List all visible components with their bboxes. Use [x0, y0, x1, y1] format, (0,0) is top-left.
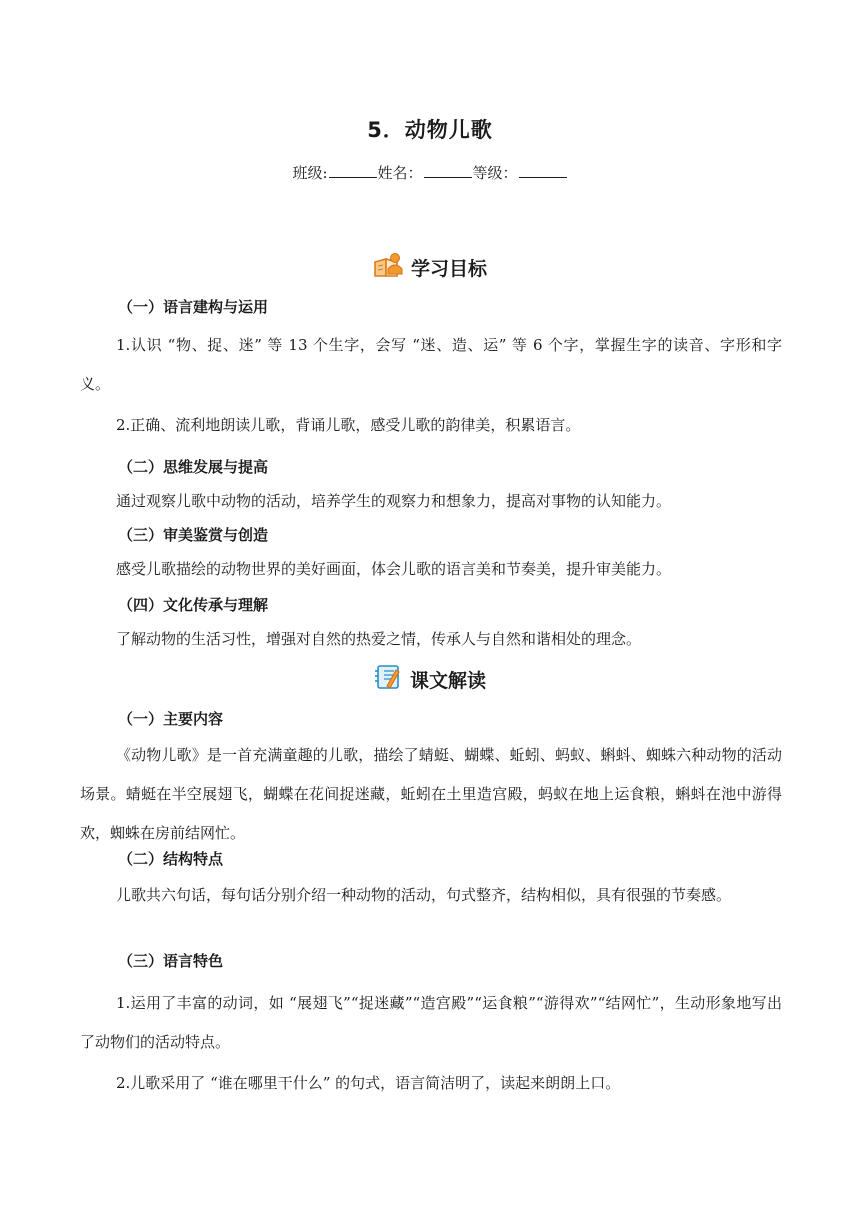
- reading-subheading-3: （三）语言特色: [118, 952, 224, 970]
- goals-subheading-3: （三）审美鉴赏与创造: [118, 526, 269, 544]
- notebook-icon: [374, 664, 402, 695]
- class-blank: [329, 163, 377, 178]
- name-blank: [424, 163, 472, 178]
- goals-subheading-2: （二）思维发展与提高: [118, 458, 269, 476]
- goals-paragraph-3: 通过观察儿歌中动物的活动，培养学生的观察力和想象力，提高对事物的认知能力。: [116, 492, 672, 510]
- reading-subheading-2: （二）结构特点: [118, 850, 224, 868]
- reading-paragraph-1: 《动物儿歌》是一首充满童趣的儿歌，描绘了蜻蜓、蝴蝶、蚯蚓、蚂蚁、蝌蚪、蜘蛛六种动物的活动场景。蜻蜓在半空展翅飞，蝴蝶在花间捉迷藏，蚯蚓在土里造宫殿，蚂蚁在地上运食粮，蝌蚪在池中游得欢，蜘蛛在房前结网忙。: [80, 746, 782, 842]
- class-label: 班级:: [292, 164, 328, 182]
- document-title: 5．动物儿歌: [367, 118, 493, 142]
- section-header-goals: [0, 252, 860, 283]
- section-header-reading: [0, 664, 860, 695]
- grade-label: 等级：: [472, 164, 518, 182]
- goals-subheading-1: （一）语言建构与运用: [118, 298, 269, 316]
- student-info-line: [0, 162, 860, 183]
- goals-paragraph-2: 2.正确、流利地朗读儿歌，背诵儿歌，感受儿歌的韵律美，积累语言。: [116, 416, 581, 434]
- teacher-reading-icon: [373, 252, 403, 283]
- reading-header-label: 课文解读: [409, 670, 486, 692]
- name-label: 姓名：: [377, 164, 423, 182]
- reading-paragraph-4: 2.儿歌采用了 “谁在哪里干什么” 的句式，语言简洁明了，读起来朗朗上口。: [116, 1074, 621, 1092]
- goals-subheading-4: （四）文化传承与理解: [118, 596, 269, 614]
- reading-paragraph-3: 1.运用了丰富的动词，如 “展翅飞”“捉迷藏”“造宫殿”“运食粮”“游得欢”“结网忙”，生动形象地写出了动物们的活动特点。: [80, 994, 782, 1051]
- reading-subheading-1: （一）主要内容: [118, 710, 224, 728]
- grade-blank: [519, 163, 567, 178]
- goals-paragraph-1: 1.认识 “物、捉、迷” 等 13 个生字，会写 “迷、造、运” 等 6 个字，掌握生字的读音、字形和字义。: [80, 336, 782, 393]
- goals-paragraph-5: 了解动物的生活习性，增强对自然的热爱之情，传承人与自然和谐相处的理念。: [116, 630, 642, 648]
- goals-header-label: 学习目标: [410, 258, 487, 280]
- reading-paragraph-2: 儿歌共六句话，每句话分别介绍一种动物的活动，句式整齐，结构相似，具有很强的节奏感。: [116, 886, 732, 904]
- goals-paragraph-4: 感受儿歌描绘的动物世界的美好画面，体会儿歌的语言美和节奏美，提升审美能力。: [116, 560, 672, 578]
